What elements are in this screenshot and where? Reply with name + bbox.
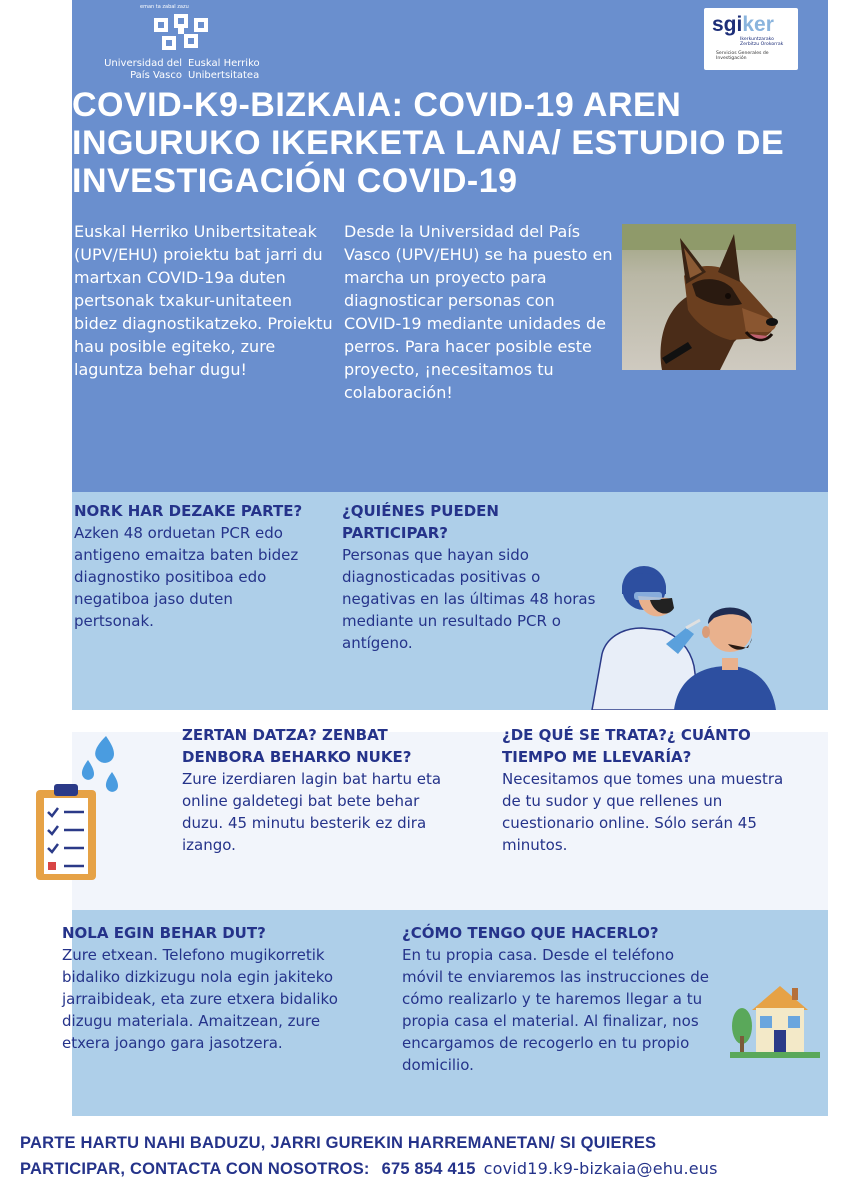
what-icons — [32, 732, 132, 890]
contact-phone[interactable]: 675 854 415 — [381, 1160, 476, 1178]
how-heading-eu: NOLA EGIN BEHAR DUT? — [62, 924, 266, 942]
how-section — [62, 910, 828, 1116]
footer-line-1: PARTE HARTU NAHI BADUZU, JARRI GUREKIN HARREMANETAN/ SI QUIERES — [20, 1134, 657, 1152]
how-heading-es: ¿CÓMO TENGO QUE HACERLO? — [402, 924, 659, 942]
doctor-testing-illustration — [582, 558, 778, 710]
who-heading-eu: NORK HAR DEZAKE PARTE? — [74, 502, 303, 520]
who-body-es: Personas que hayan sido diagnosticadas positivas o negativas en las últimas 48 horas mediante un resultado PCR o antígeno. — [342, 546, 596, 652]
university-logo — [98, 4, 278, 84]
what-body-eu: Zure izerdiaren lagin bat hartu eta online galdetegi bat bete behar duzu. 45 minutu besterik ez dira izango. — [182, 770, 442, 854]
how-block-es — [402, 922, 712, 1076]
contact-email-link[interactable]: covid19.k9-bizkaia@ehu.eus — [483, 1159, 718, 1178]
sgiker-logo — [704, 8, 798, 70]
university-motto: eman ta zabal zazu — [140, 4, 189, 10]
who-block-es — [342, 500, 604, 654]
what-block-eu — [182, 724, 452, 856]
page-title: COVID-K9-BIZKAIA: COVID-19 AREN INGURUKO IKERKETA LANA/ ESTUDIO DE INVESTIGACIÓN COVID-19 — [72, 86, 785, 200]
university-emblem-icon — [154, 14, 218, 56]
sgiker-subtitle-eu: Ikerkuntzarako Zerbitzu Orokorrak — [740, 37, 784, 48]
university-name-eu: Euskal Herriko Unibertsitatea — [188, 58, 260, 81]
footer-line-2: PARTICIPAR, CONTACTA CON NOSOTROS: 675 854 415 covid19.k9-bizkaia@ehu.eus — [20, 1159, 718, 1178]
contact-footer — [20, 1130, 840, 1182]
what-section — [72, 726, 828, 910]
who-body-eu: Azken 48 orduetan PCR edo antigeno emaitza baten bidez diagnostiko positiboa edo negatiboa jaso duten pertsonak. — [74, 524, 299, 630]
clipboard-checklist-icon — [36, 784, 96, 880]
sgiker-subtitle-es: Servicios Generales de Investigación — [716, 50, 769, 62]
what-block-es — [502, 724, 792, 856]
sweat-drops-icon — [82, 736, 118, 792]
header-section — [72, 0, 828, 492]
sgiker-wordmark: sgiker — [712, 13, 774, 36]
dog-photo — [622, 224, 796, 370]
what-heading-es: ¿DE QUÉ SE TRATA?¿ CUÁNTO TIEMPO ME LLEVARÍA? — [502, 726, 751, 766]
intro-text-es: Desde la Universidad del País Vasco (UPV/EHU) se ha puesto en marcha un proyecto para diagnosticar personas con COVID-19 mediante unidades de perros. Para hacer posible este proyecto, ¡necesitamos tu colaboración! — [344, 222, 613, 402]
how-block-eu — [62, 922, 362, 1054]
university-name-es: Universidad del País Vasco — [104, 58, 182, 81]
intro-text-eu: Euskal Herriko Unibertsitateak (UPV/EHU) proiektu bat jarri du martxan COVID-19a duten pertsonak txakur-unitateen bidez diagnostikatzeko. Proiektu hau posible egiteko, zure laguntza behar dugu! — [74, 222, 333, 379]
who-heading-es: ¿QUIÉNES PUEDEN PARTICIPAR? — [342, 502, 499, 542]
house-icon — [730, 966, 820, 1062]
who-section — [72, 492, 828, 710]
how-body-es: En tu propia casa. Desde el teléfono móvil te enviaremos las instrucciones de cómo realizarlo y te haremos llegar a tu propia casa el material. Al finalizar, nos encargamos de recogerlo en tu propio domicilio. — [402, 946, 709, 1074]
who-block-eu — [74, 500, 314, 632]
what-body-es: Necesitamos que tomes una muestra de tu sudor y que rellenes un cuestionario online. Sólo serán 45 minutos. — [502, 770, 784, 854]
how-body-eu: Zure etxean. Telefono mugikorretik bidaliko dizkizugu nola egin jakiteko jarraibideak, eta zure etxera bidaliko dizugu materiala. Amaitzean, zure etxera joango gara jasotzera. — [62, 946, 338, 1052]
what-heading-eu: ZERTAN DATZA? ZENBAT DENBORA BEHARKO NUKE? — [182, 726, 412, 766]
